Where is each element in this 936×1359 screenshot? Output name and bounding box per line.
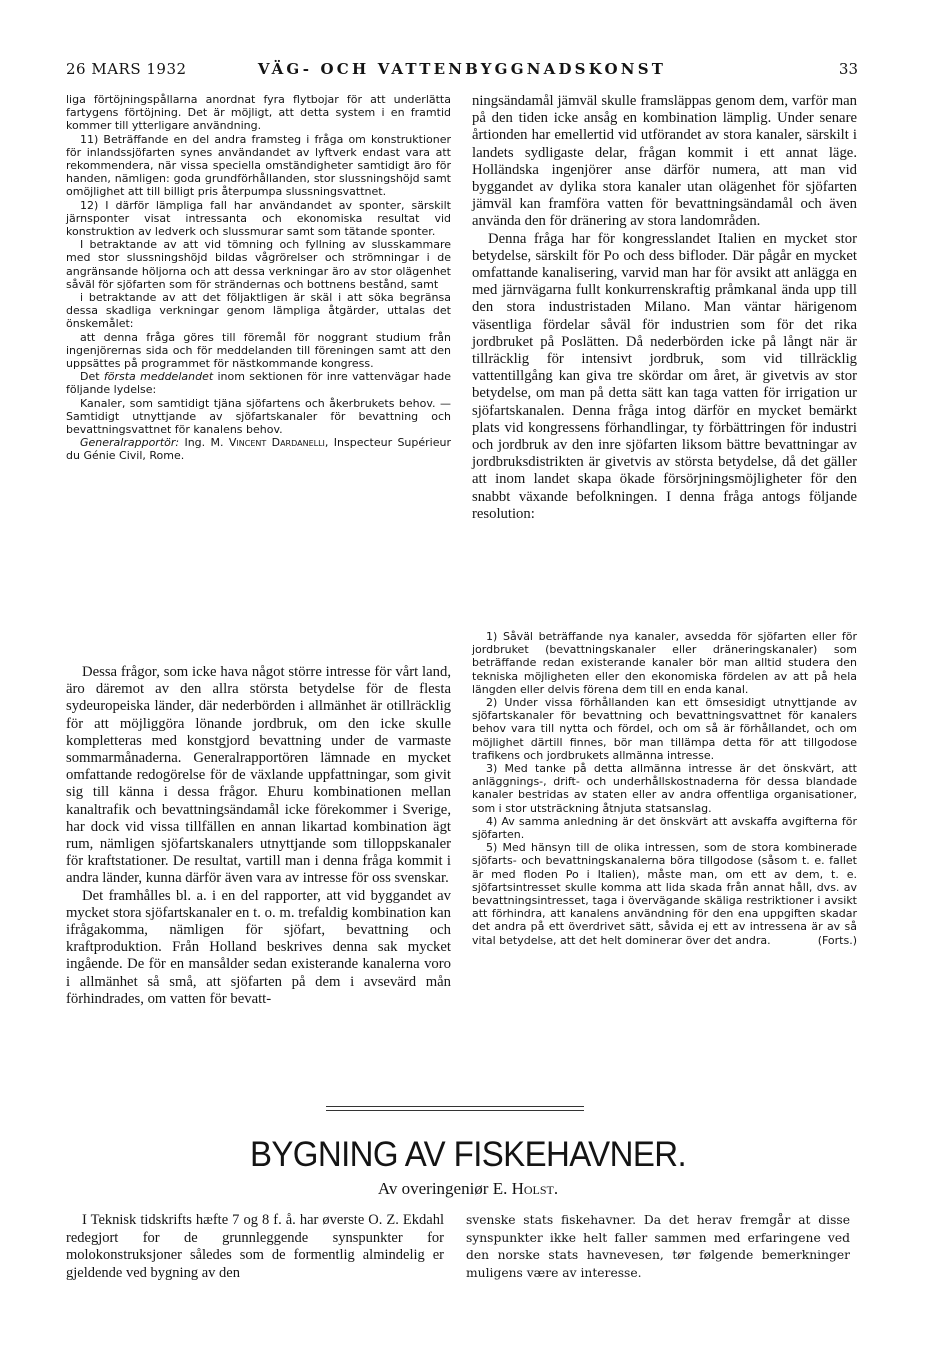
paragraph — [66, 436, 451, 462]
left-column-small-text — [66, 93, 451, 463]
paragraph — [66, 370, 451, 396]
running-header — [66, 60, 858, 84]
divider-rule — [326, 1110, 584, 1111]
text-run: inom sektionen för inre vattenvägar hade följande lydelse: — [66, 370, 451, 397]
byline-prefix: Av overingeniør E. — [377, 1179, 512, 1198]
article-column-right — [466, 1212, 850, 1282]
continued-marker: (Forts.) — [817, 933, 857, 947]
paragraph: svenske stats fiskehavner. Da det herav fremgår at disse synspunkter ikke helt faller sammen med erfaringene ved den norske stats havnevesen, tør følgende bemerkninger muligens være av interesse. — [466, 1213, 850, 1280]
paragraph: Kanaler, som samtidigt tjäna sjöfartens och åkerbrukets behov. — Samtidigt utnyttjande av sjöfartskanaler för bevattning och bevattningsvattnet för kanalens behov. — [66, 396, 451, 437]
paragraph: att denna fråga göres till föremål för noggrant studium från ingenjörernas sida och för meddelanden till föreningen samt att den uppsättes på programmet för nästkommande kongress. — [66, 330, 451, 371]
article-title: BYGNING AV FISKEHAVNER. — [249, 1133, 687, 1174]
text-run: Ing. M. — [179, 436, 229, 450]
left-column-body-text — [66, 664, 451, 1008]
paragraph: liga förtöjningspållarna anordnat fyra flytbojar för att underlätta fartygens förtöjning. Det är möjligt, att detta system i en framtid kommer till ytterligare användning. — [66, 93, 451, 133]
author-name: Holst — [511, 1179, 554, 1198]
text-run: , Inspecteur Supérieur du Génie Civil, Rome. — [66, 436, 451, 463]
paragraph: Denna fråga har för kongresslandet Italien en mycket stor betydelse, särskilt för Po och dess bifloder. Där pågår en mycket omfattande kanalisering, varvid man har för avsikt att anlägga en med järnvägarna fullt konkurrenskraftig pråmkanal ända upp till den stora industristaden Milano. Man väntar härigenom väsentliga fördelar såväl för industrien som för det rika jordbruket på Poslätten. Då nederbörden icke på långt när är tillräcklig för intensivt jordbruk, som vid tillräcklig vattentillgång kan giva tre skördar om året, är givetvis av stor betydelse, om man på detta sätt kan taga vatten för irrigation ur sjöfartskanalen. Denna fråga intog därför en mycket bemärkt plats vid kongressens förhandlingar, ty förbättringen för industri och jordbruk av den inre sjöfarten liksom bättre bevattningar av jordbruksdistrikten är givetvis av största betydelse, då det gäller att inom landet skapa ökade försörjningsmöjligheter för den snabbt växande befolkningen. I denna fråga antogs följande resolution: — [472, 230, 857, 522]
resolution-list — [472, 630, 857, 947]
resolution-item: 2) Under vissa förhållanden kan ett ömsesidigt utnyttjande av sjöfartskanaler för bevattning och bevattningsvattnet för kanalers behov vara till nytta och fördel, och om så är förhållandet, och om möjlighet därtill finnes, bör man tillämpa detta för att tillgodose trafikens och jordbrukets allmänna intresse. — [472, 696, 857, 762]
paragraph: Det framhålles bl. a. i en del rapporter, att vid byggandet av mycket stora sjöfartskanaler en t. o. m. trefaldig kombination kan ifrågakomma, nämligen för sjöfart, bevattning och kraftproduktion. Från Holland beskrives denna sak mycket ingående. De för en mansålder sedan existerande kanalerna voro i allmänhet så små, att sjöfarten på dem i avsevärd mån förhindrades, om vatten för bevatt- — [66, 887, 451, 1007]
resolution-item: 1) Såväl beträffande nya kanaler, avsedda för sjöfarten eller för jordbruket (bevattningskanaler eller dräneringskanaler) som beträffande redan existerande kanaler bör man alltid studera den tekniska möjligheten eller den ekonomiska fördelen av att på hela längden eller delvis förena dem till en enda kanal. — [472, 630, 857, 696]
paragraph: I Teknisk tidskrifts hæfte 7 og 8 f. å. har øverste O. Z. Ekdahl redegjort for de grunnleggende synspunkter for molokonstruksjoner således som de formentlig almindelig er gjeldende ved bygning av den — [66, 1212, 444, 1281]
paragraph: ningsändamål jämväl skulle framsläppas genom dem, varför man på den tiden icke ansåg en kombination lämplig. Under senare årtionden har emellertid vid utförandet av stora kanaler, särskilt i landets sydligaste delar, frågan kommit i ett annat läge. Holländska ingenjörer anse därför numera, att man vid byggandet av dylika stora kanaler utan olägenhet för sjöfarten jämväl kan framföra vatten för bevattningsändamål och även använda den för dränering av stora landområden. — [472, 93, 857, 230]
text-run: Det — [80, 370, 104, 384]
article-byline — [0, 1179, 936, 1199]
divider-rule — [326, 1106, 584, 1107]
paragraph: 12) I därför lämpliga fall har användandet av sponter, särskilt järnsponter visat intressanta och ekonomiska resultat vid konstruktion av ledverk och slussmurar samt som tätande sponter. — [66, 198, 451, 239]
header-page-number: 33 — [838, 60, 858, 78]
rapporteur-name: Vincent Dardanelli — [228, 436, 325, 450]
header-journal-title: VÄG- OCH VATTENBYGGNADSKONST — [257, 60, 667, 78]
resolution-item: 4) Av samma anledning är det önskvärt att avskaffa avgifterna för sjöfarten. — [472, 814, 857, 842]
byline-end: . — [553, 1179, 559, 1198]
text-run: 5) Med hänsyn till de olika intressen, som de stora kombinerade sjöfarts- och bevattningskanalerna böra tillgodose (såsom t. e. fallet är med floden Po i Italien), måste man, om ett av dem, t. e. sjöfartsintresset skulle komma att lida skada från annat håll, dvs. av bevattningsintresset, taga i övervägande skäliga restriktioner i avsikt att förhindra, att kanalens användning för den ena uppgiften skadar det andra på ett överdrivet sätt, såvida ej ett av intressena är av så vital betydelse, att det helt dominerar över det andra. — [472, 841, 857, 947]
paragraph: I betraktande av att vid tömning och fyllning av slusskammare med stor slussningshöjd bildas vågrörelser och strömningar i de angränsande höljorna och att dessa verkningar äro av stor olägenhet såväl för sjöfarten som för strändernas och bottnens bestånd, samt — [66, 238, 451, 291]
header-date: 26 MARS 1932 — [66, 60, 187, 78]
paragraph: Dessa frågor, som icke hava något större intresse för vårt land, äro däremot av den allra största betydelse för de flesta sydeuropeiska länder, där nederbörden i allmänhet är otillräcklig för att möjliggöra lönande jordbruk, om den icke skulle kompletteras med konstgjord bevattning under de varmaste sommarmånaderna. Generalrapportören lämnade en mycket omfattande redogörelse för de växlande uppfattningar, som givit sig till känna i dessa frågor. Ehuru kombinationen mellan kanaltrafik och bevattningsändamål icke förekommer i Sverige, har dock vid vissa tillfällen en annan likartad kombination ägt rum, nämligen sjöfartskanalers utnyttjande som tilloppskanaler för kraftstationer. De resultat, vartill man i denna fråga kommit i andra länder, kunna därför även vara av intresse för oss svenskar. — [66, 664, 451, 887]
article-column-left — [66, 1212, 444, 1282]
paragraph: i betraktande av att det följaktligen är skäl i att söka begränsa dessa skadliga verkningar genom lämpliga åtgärder, uttalas det önskemålet: — [66, 291, 451, 331]
right-column-body-text — [472, 93, 857, 523]
resolution-item — [472, 841, 857, 947]
paragraph: 11) Beträffande en del andra framsteg i fråga om konstruktioner för inlandssjöfarten synes användandet av lyftverk endast vara att rekommendera, när vissa speciella omständigheter samtidigt äro för handen, nämligen: goda grundförhållanden, stor slussningshöjd samt omöjlighet att till billigt pris återpumpa slussningsvattnet. — [66, 132, 451, 199]
rapporteur-label: Generalrapportör: — [80, 436, 180, 450]
resolution-item: 3) Med tanke på detta allmänna intresse är det önskvärt, att anläggnings-, drift- och underhållskostnaderna för dessa blandade kanaler bestridas av staten eller av andra offentliga organisationer, som i stor utsträckning åtnjuta statsanslag. — [472, 762, 857, 815]
emphasis: första meddelandet — [103, 370, 214, 384]
